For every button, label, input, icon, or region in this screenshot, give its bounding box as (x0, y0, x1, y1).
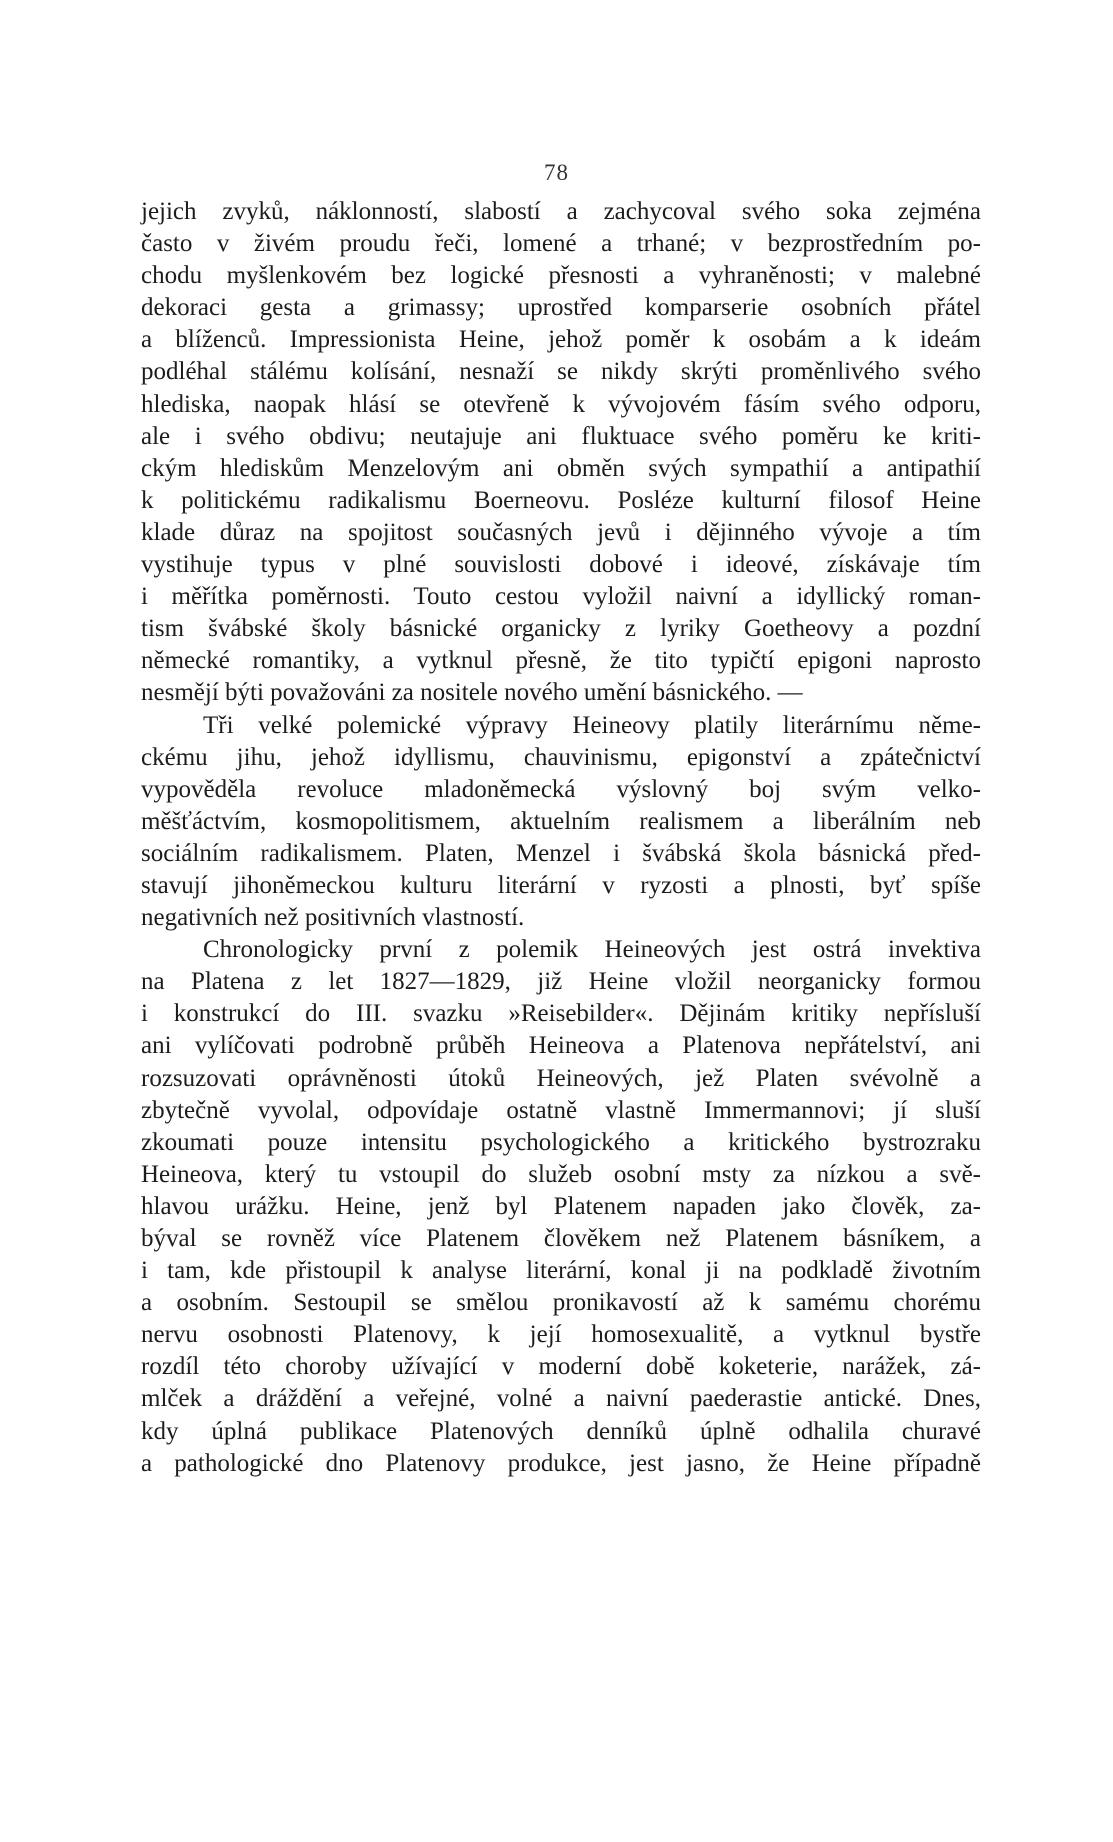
text-line: ckému jihu, jehož idyllismu, chauvinismu, epigonství a zpátečnictví (141, 743, 981, 771)
text-line: ani vylíčovati podrobně průběh Heineova a Platenova nepřátelství, ani (141, 1032, 981, 1060)
text-line: rozdíl této choroby užívající v moderní době koketerie, narážek, zá- (141, 1353, 981, 1381)
text-line: dekoraci gesta a grimassy; uprostřed komparserie osobních přátel (141, 294, 981, 322)
text-line: býval se rovněž více Platenem člověkem než Platenem básníkem, a (141, 1225, 981, 1252)
text-line: negativních než positivních vlastností. (141, 904, 525, 932)
page-number: 78 (544, 160, 569, 185)
text-line: Heineova, který tu vstoupil do služeb osobní msty za nízkou a svě- (141, 1160, 981, 1188)
text-line: hlavou urážku. Heine, jenž byl Platenem napaden jako člověk, za- (141, 1192, 981, 1220)
paragraph (141, 710, 981, 935)
text-line: sociálním radikalismem. Platen, Menzel i švábská škola básnická před- (141, 839, 981, 867)
text-line: k politickému radikalismu Boerneovu. Posléze kulturní filosof Heine (141, 486, 981, 514)
body-text (141, 196, 981, 1480)
text-line: Chronologicky první z polemik Heineových jest ostrá invektiva (203, 936, 981, 964)
text-line: rozsuzovati oprávněnosti útoků Heineových, jež Platen svévolně a (141, 1064, 981, 1092)
text-line: hlediska, naopak hlásí se otevřeně k vývojovém fásím svého odporu, (141, 390, 981, 418)
text-line: nesmějí býti považováni za nositele nového umění básnického. — (141, 679, 803, 707)
paragraph (141, 196, 981, 710)
text-line: a pathologické dno Platenovy produkce, jest jasno, že Heine případně (141, 1449, 981, 1477)
text-line: i konstrukcí do III. svazku »Reisebilder«. Dějinám kritiky nepřísluší (141, 1000, 981, 1028)
text-line: na Platena z let 1827—1829, již Heine vložil neorganicky formou (141, 968, 981, 996)
text-line: vystihuje typus v plné souvislosti dobové i ideové, získávaje tím (141, 551, 981, 579)
text-line: i měřítka poměrnosti. Touto cestou vyložil naivní a idyllický roman- (141, 583, 981, 611)
text-line: podléhal stálému kolísání, nesnaží se nikdy skrýti proměnlivého svého (141, 358, 981, 386)
text-line: kdy úplná publikace Platenových denníků úplně odhalila churavé (141, 1417, 981, 1445)
text-line: nervu osobnosti Platenovy, k její homosexualitě, a vytknul bystře (141, 1321, 981, 1349)
text-line: zbytečně vyvolal, odpovídaje ostatně vlastně Immermannovi; jí sluší (141, 1096, 981, 1124)
text-line: i tam, kde přistoupil k analyse literární, konal ji na podkladě životním (141, 1257, 981, 1285)
text-line: jejich zvyků, náklonností, slabostí a zachycoval svého soka zejména (141, 198, 981, 225)
text-line: chodu myšlenkovém bez logické přesnosti a vyhraněnosti; v malebné (141, 262, 981, 290)
text-line: ckým hlediskům Menzelovým ani obměn svých sympathií a antipathií (141, 454, 981, 482)
text-line: a osobním. Sestoupil se smělou pronikavostí až k samému chorému (141, 1289, 981, 1317)
text-line: ale i svého obdivu; neutajuje ani fluktuace svého poměru ke kriti- (141, 422, 981, 450)
paragraph (141, 934, 981, 1480)
text-line: měšťáctvím, kosmopolitismem, aktuelním realismem a liberálním neb (141, 807, 981, 835)
text-line: klade důraz na spojitost současných jevů i dějinného vývoje a tím (141, 518, 981, 546)
text-line: vypověděla revoluce mladoněmecká výslovný boj svým velko- (141, 775, 981, 803)
text-line: často v živém proudu řeči, lomené a trhané; v bezprostředním po- (141, 230, 981, 258)
text-line: a blíženců. Impressionista Heine, jehož poměr k osobám a k ideám (141, 326, 981, 354)
text-line: stavují jihoněmeckou kulturu literární v ryzosti a plnosti, byť spíše (141, 871, 981, 899)
text-line: tism švábské školy básnické organicky z lyriky Goetheovy a pozdní (141, 615, 981, 643)
text-line: Tři velké polemické výpravy Heineovy platily literárnímu něme- (203, 711, 981, 739)
text-line: mlček a dráždění a veřejné, volné a naivní paederastie antické. Dnes, (141, 1385, 981, 1413)
text-line: německé romantiky, a vytknul přesně, že tito typičtí epigoni naprosto (141, 647, 981, 675)
text-line: zkoumati pouze intensitu psychologického a kritického bystrozraku (141, 1128, 981, 1156)
